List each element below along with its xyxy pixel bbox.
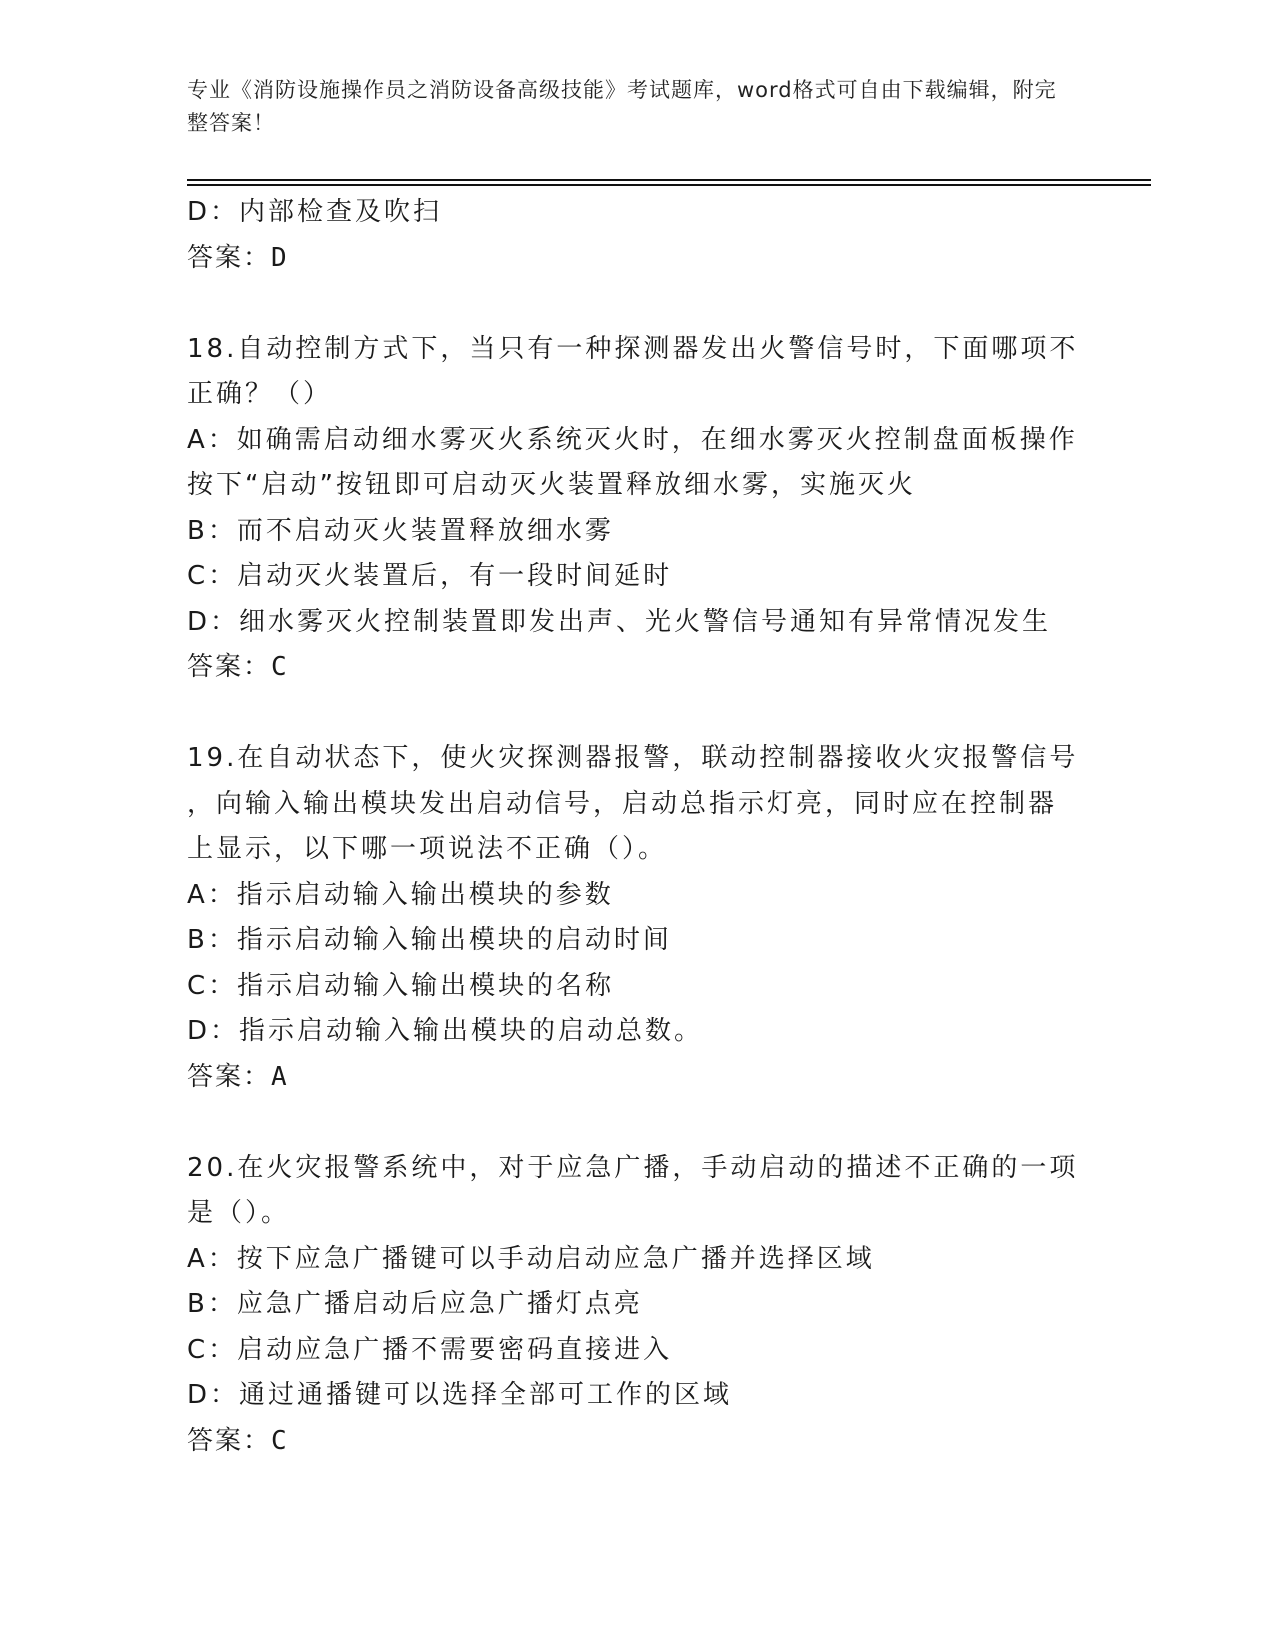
question-18 — [187, 327, 1087, 691]
option-a: A：指示启动输入输出模块的参数 — [187, 879, 614, 910]
question-19 — [187, 736, 1087, 1100]
answer-value: C — [271, 652, 288, 682]
answer-label: 答案： — [187, 1425, 272, 1456]
prev-answer — [187, 236, 1087, 282]
answer — [187, 1055, 1087, 1101]
answer-value: C — [271, 1425, 288, 1456]
prev-option-d: D：内部检查及吹扫 — [187, 197, 443, 227]
answer-label: 答案： — [187, 242, 272, 273]
option-a-continued: 按下“启动”按钮即可启动灭火装置释放细水雾，实施灭火 — [187, 470, 916, 500]
answer-value: D — [271, 242, 288, 273]
option-d: D：细水雾灭火控制装置即发出声、光火警信号通知有异常情况发生 — [187, 606, 1052, 637]
answer-label: 答案： — [187, 1061, 272, 1092]
question-stem-line: ，向输入输出模块发出启动信号，启动总指示灯亮，同时应在控制器 — [187, 788, 1058, 819]
question-stem-line: 正确？（） — [187, 379, 333, 409]
answer — [187, 645, 1087, 691]
document-header: 专业《消防设施操作员之消防设备高级技能》考试题库，word格式可自由下载编辑，附完整答案！ — [187, 78, 1057, 135]
option-b: B：应急广播启动后应急广播灯点亮 — [187, 1289, 643, 1319]
option-d: D：通过通播键可以选择全部可工作的区域 — [187, 1380, 733, 1410]
spacer — [187, 691, 1087, 737]
header-rule-bottom — [187, 184, 1151, 186]
option-d: D：指示启动输入输出模块的启动总数。 — [187, 1016, 704, 1046]
answer-value: A — [271, 1061, 288, 1092]
question-stem-line: 18.自动控制方式下，当只有一种探测器发出火警信号时，下面哪项不 — [187, 333, 1079, 364]
option-b: B：指示启动输入输出模块的启动时间 — [187, 925, 672, 955]
answer-label: 答案： — [187, 652, 272, 682]
question-stem-line: 是（）。 — [187, 1198, 291, 1228]
spacer — [187, 1100, 1087, 1146]
option-b: B：而不启动灭火装置释放细水雾 — [187, 515, 614, 546]
option-c: C：指示启动输入输出模块的名称 — [187, 970, 615, 1001]
question-stem-line: 19.在自动状态下，使火灾探测器报警，联动控制器接收火灾报警信号 — [187, 743, 1079, 773]
option-c: C：启动灭火装置后，有一段时间延时 — [187, 561, 673, 591]
document-body — [187, 190, 1087, 1464]
question-stem-line: 20.在火灾报警系统中，对于应急广播，手动启动的描述不正确的一项 — [187, 1152, 1079, 1183]
spacer — [187, 281, 1087, 327]
question-stem-line: 上显示，以下哪一项说法不正确（）。 — [187, 834, 668, 864]
question-20 — [187, 1146, 1087, 1465]
option-c: C：启动应急广播不需要密码直接进入 — [187, 1334, 673, 1365]
answer — [187, 1419, 1087, 1465]
header-rule-top — [187, 179, 1151, 181]
option-a: A：如确需启动细水雾灭火系统灭火时，在细水雾灭火控制盘面板操作 — [187, 424, 1078, 455]
option-a: A：按下应急广播键可以手动启动应急广播并选择区域 — [187, 1243, 875, 1274]
